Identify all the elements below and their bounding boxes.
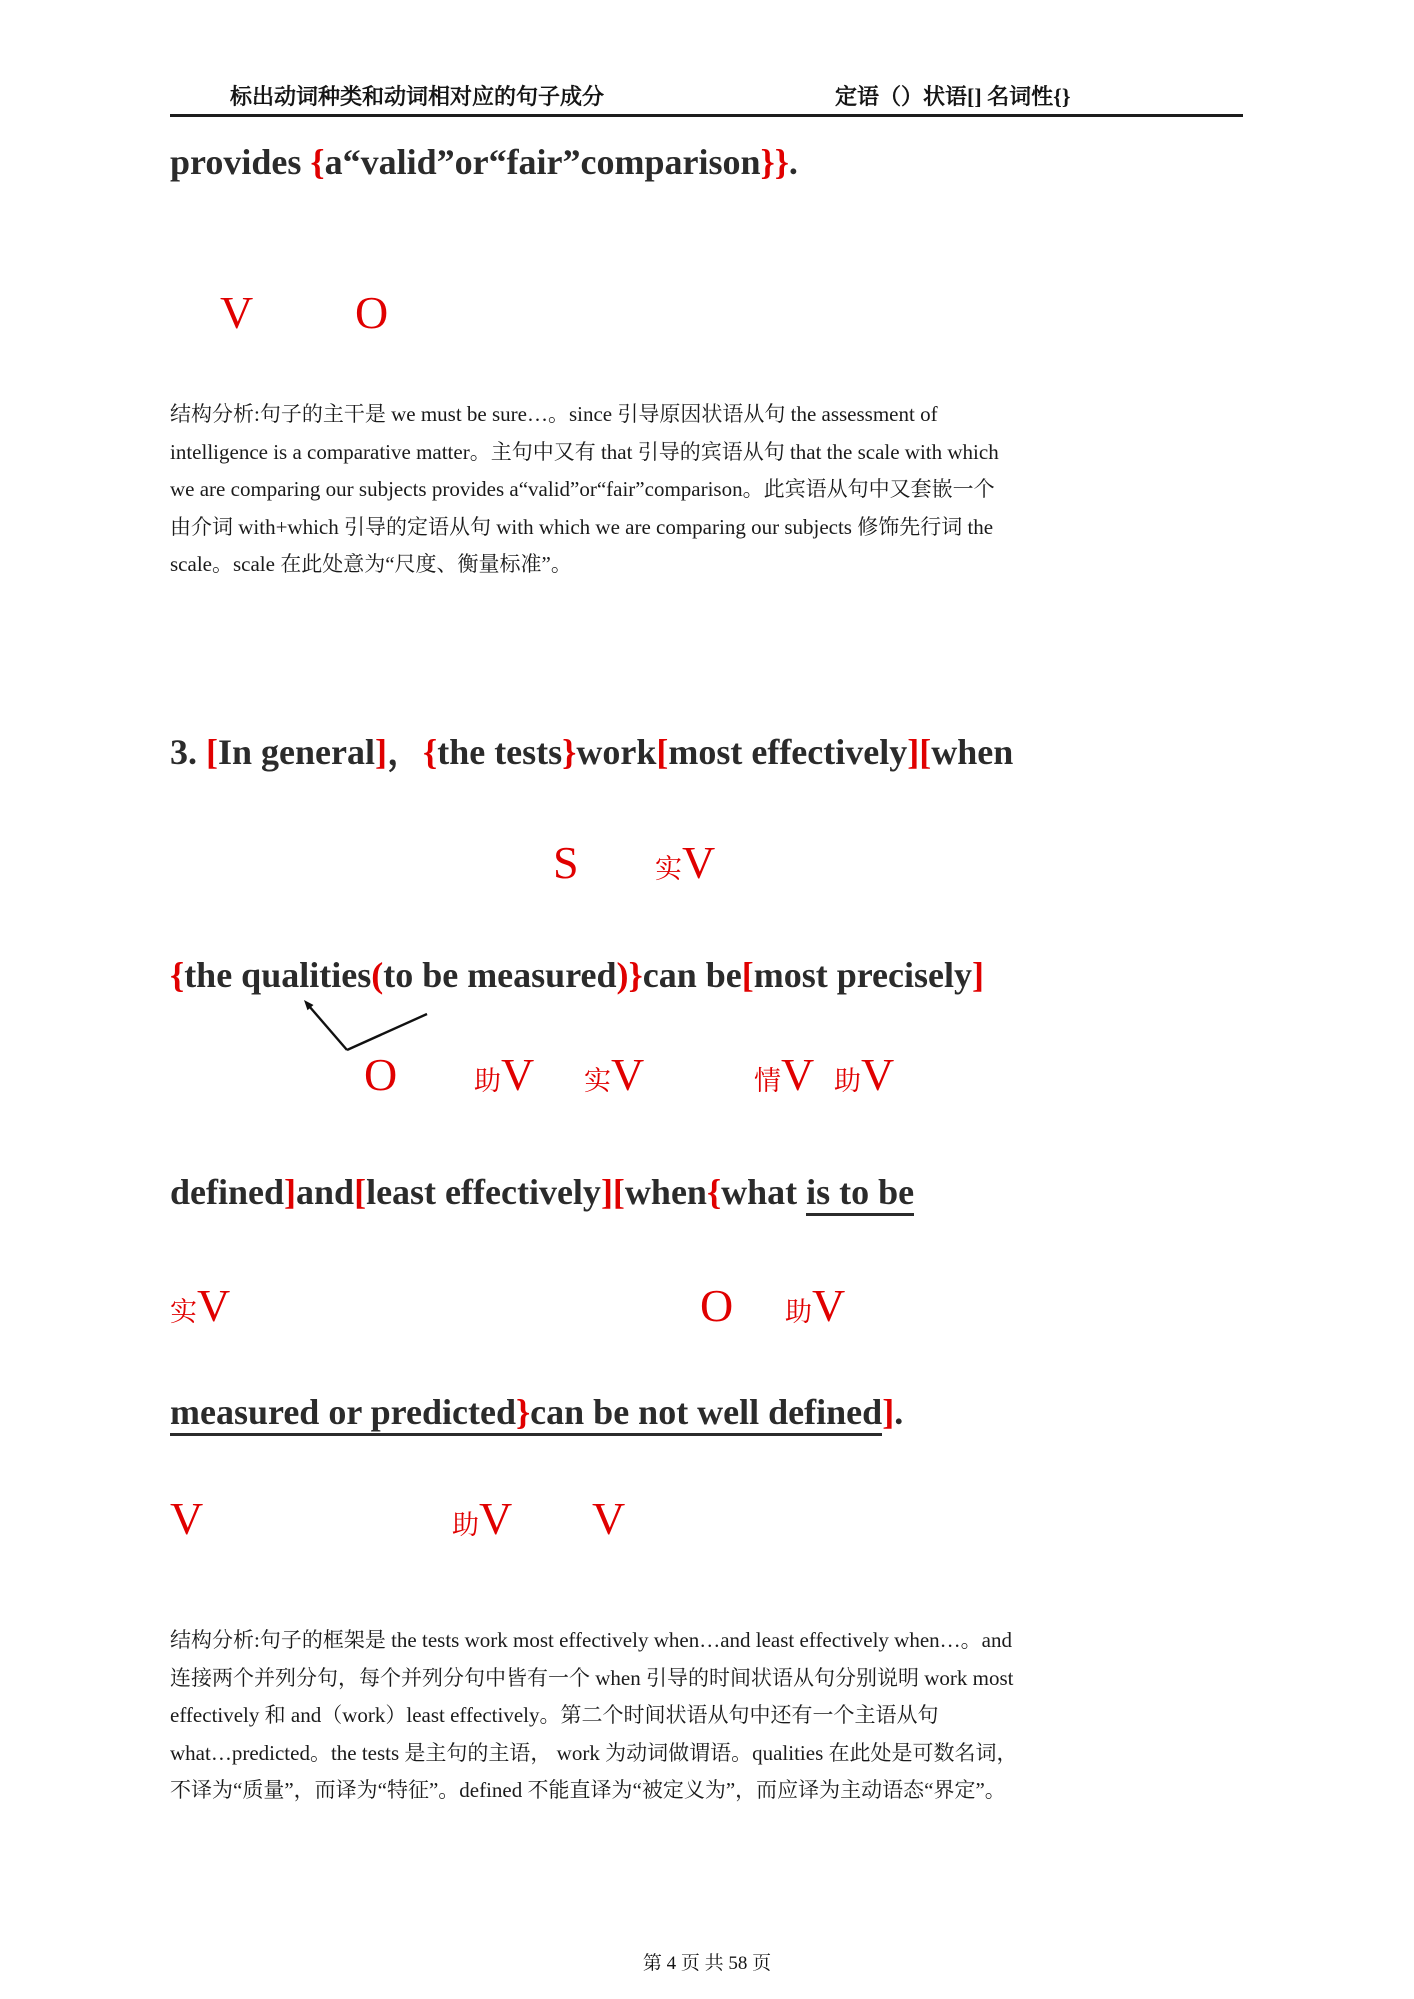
sentence-segment: to be measured <box>383 955 617 995</box>
sentence-segment: provides <box>170 142 311 182</box>
sentence-segment: [ <box>741 955 754 995</box>
sentence-segment: when <box>931 732 1014 772</box>
sentence-segment: ][ <box>600 1172 625 1212</box>
sentence-segment: In general <box>218 732 375 772</box>
sentence-segment: is to be <box>806 1172 914 1216</box>
sentence-segment: [ <box>656 732 669 772</box>
grammar-label-shi-v: 实V <box>655 837 716 888</box>
sentence3-line1 <box>170 730 1013 775</box>
analysis-line: 结构分析:句子的框架是 the tests work most effectively when…and least effectively when…。and <box>170 1628 1012 1652</box>
sentence-segment: ] <box>972 955 985 995</box>
sentence-segment: ][ <box>907 732 932 772</box>
header-title: 标出动词种类和动词相对应的句子成分 <box>230 84 605 109</box>
sentence-segment: 3. <box>170 732 206 772</box>
analysis-line: 由介词 with+which 引导的定语从句 with which we are comparing our subjects 修饰先行词 the <box>170 514 994 539</box>
grammar-label-v: V <box>220 287 254 338</box>
sentence-segment: . <box>788 142 798 182</box>
grammar-label-zhu-v: 助V <box>452 1493 513 1544</box>
grammar-label-shi-v: 实V <box>584 1049 645 1100</box>
sentence-segment: ， <box>387 732 424 772</box>
sentence-segment: and <box>296 1172 355 1212</box>
analysis-line: effectively 和 and（work）least effectively。第二个时间状语从句中还有一个主语从句 <box>170 1703 939 1727</box>
sentence-segment: the qualities <box>184 955 372 995</box>
sentence-segment: [ <box>206 732 218 772</box>
sentence-segment: ] <box>284 1172 297 1212</box>
grammar-label-s: S <box>553 837 579 888</box>
sentence-segment: } <box>562 732 577 772</box>
sentence-segment: )} <box>616 955 643 995</box>
sentence-segment: most effectively <box>668 732 908 772</box>
sentence-segment: . <box>894 1392 904 1432</box>
sentence3-line3 <box>170 1170 914 1215</box>
header-legend: 定语（）状语[] 名词性{} <box>835 84 1071 109</box>
analysis-paragraph-1 <box>170 396 999 584</box>
analysis-line: intelligence is a comparative matter。主句中又有 that 引导的宾语从句 that the scale with which <box>170 439 999 464</box>
sentence-segment: the tests <box>437 732 563 772</box>
grammar-label-v: V <box>170 1493 204 1544</box>
grammar-label-zhu-v: 助V <box>834 1049 895 1100</box>
page-number: 第 4 页 共 58 页 <box>642 1953 772 1974</box>
sentence3-line4 <box>170 1390 903 1435</box>
sentence-segment: ] <box>882 1392 895 1432</box>
grammar-label-zhu-v: 助V <box>474 1049 535 1100</box>
sentence-segment: most precisely <box>753 955 973 995</box>
sentence-segment: can be <box>642 955 742 995</box>
sentence-segment: work <box>576 732 657 772</box>
grammar-label-qing-v: 情V <box>754 1049 815 1100</box>
sentence-segment: { <box>170 955 185 995</box>
sentence-segment: }} <box>760 142 789 182</box>
sentence-segment: measured or predicted <box>170 1392 516 1436</box>
analysis-line: 不译为“质量”，而译为“特征”。defined 不能直译为“被定义为”，而应译为主动语态“界定”。 <box>170 1778 1006 1802</box>
sentence-segment: { <box>423 732 438 772</box>
analysis-line: 结构分析:句子的主干是 we must be sure…。since 引导原因状语从句 the assessment of <box>170 402 938 426</box>
grammar-label-shi-v: 实V <box>170 1280 231 1331</box>
sentence-segment: can be not well defined <box>530 1392 882 1436</box>
analysis-paragraph-2 <box>170 1622 1018 1810</box>
grammar-label-o: O <box>364 1049 398 1100</box>
header-rule <box>170 114 1243 117</box>
sentence-segment: { <box>310 142 325 182</box>
sentence-segment: defined <box>170 1172 285 1212</box>
sentence2-fragment <box>170 140 798 185</box>
sentence-segment: } <box>516 1392 530 1436</box>
grammar-label-o: O <box>355 287 389 338</box>
sentence-segment: a“valid”or“fair”comparison <box>324 142 761 182</box>
sentence-segment: { <box>706 1172 722 1212</box>
sentence-segment: what <box>721 1172 807 1212</box>
sentence-segment: [ <box>354 1172 367 1212</box>
sentence-segment: ( <box>371 955 384 995</box>
sentence-segment: ] <box>375 732 387 772</box>
sentence-segment: least effectively <box>366 1172 601 1212</box>
grammar-label-v: V <box>592 1493 626 1544</box>
grammar-label-zhu-v: 助V <box>785 1280 846 1331</box>
analysis-line: what…predicted。the tests 是主句的主语， work 为动词做谓语。qualities 在此处是可数名词， <box>170 1740 1018 1765</box>
analysis-line: 连接两个并列分句，每个并列分句中皆有一个 when 引导的时间状语从句分别说明 work most <box>170 1665 1014 1690</box>
grammar-label-o: O <box>700 1280 734 1331</box>
analysis-line: scale。scale 在此处意为“尺度、衡量标准”。 <box>170 552 572 576</box>
sentence-segment: when <box>624 1172 707 1212</box>
analysis-line: we are comparing our subjects provides a“valid”or“fair”comparison。此宾语从句中又套嵌一个 <box>170 477 995 501</box>
